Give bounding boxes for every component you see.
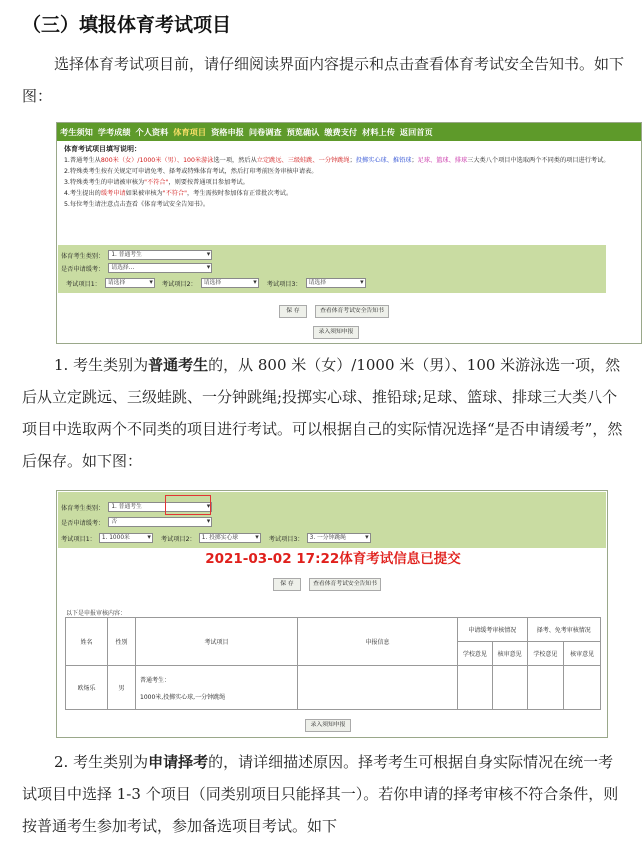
nav-item[interactable]: 返回首页	[399, 126, 433, 137]
header-school-opinion: 学校意见	[458, 642, 493, 666]
exam-form	[58, 245, 606, 293]
review-label: 以下是申报审核内容：	[66, 610, 127, 617]
header-declaration: 申报信息	[298, 618, 458, 666]
exam-form-filled	[58, 492, 606, 548]
view-safety-notice-button[interactable]: 查看体育考试安全告知书	[315, 305, 389, 318]
notice-line: 2.特殊类考生按有关规定可申请免考、择考或特殊体育考试，然后打印考前医务审核申请表。	[64, 168, 318, 175]
cell-declaration	[298, 666, 458, 710]
header-board-opinion: 核审意见	[564, 642, 601, 666]
header-items: 考试项目	[136, 618, 298, 666]
view-safety-notice-button[interactable]: 查看体育考试安全告知书	[309, 578, 381, 591]
screenshot-submitted-page	[56, 490, 608, 738]
cell-defer-school	[458, 666, 493, 710]
nav-item[interactable]: 学考成绩	[97, 126, 131, 137]
header-defer-review: 申请缓考审核情况	[458, 618, 528, 642]
cell-name: 欧炀乐	[66, 666, 108, 710]
item3-select[interactable]: 请选择 ▾	[306, 278, 366, 288]
top-nav-bar	[57, 123, 641, 141]
nav-item[interactable]: 体育项目	[173, 126, 207, 137]
header-exempt-review: 择考、免考审核情况	[527, 618, 600, 642]
medical-form-button[interactable]: 录入须知申报	[305, 719, 351, 732]
cell-exempt-school	[527, 666, 564, 710]
type-select[interactable]: 1. 普通考生 ▾	[108, 250, 212, 260]
intro-paragraph: 选择体育考试项目前，请仔细阅读界面内容提示和点击查看体育考试安全告知书。如下图：	[22, 55, 625, 105]
header-gender: 性别	[108, 618, 136, 666]
review-table	[65, 617, 601, 710]
paragraph-1: 1. 考生类别为普通考生的，从 800 米（女）/1000 米（男）、100 米游泳选一项，然后从立定跳远、三级蛙跳、一分钟跳绳;投掷实心球、推铅球;足球、篮球、排球三大类八个项目中选取两个不同类的项目进行考试。可以根据自己的实际情况选择“是否申请缓考”，然后保存。如下图：	[22, 356, 623, 470]
item3-label: 考试项目3：	[266, 280, 302, 288]
cell-items	[136, 666, 298, 710]
cell-gender: 男	[108, 666, 136, 710]
header-school-opinion: 学校意见	[527, 642, 564, 666]
nav-item[interactable]: 缴费支付	[324, 126, 358, 137]
cell-items-line2: 1000米,投掷实心球,一分钟跳绳	[140, 693, 226, 701]
item2-label: 考试项目2：	[160, 535, 196, 543]
type-select[interactable]: 1. 普通考生 ▾	[108, 502, 212, 512]
header-board-opinion: 核审意见	[492, 642, 527, 666]
form-row-type	[61, 248, 212, 262]
notice-box	[64, 144, 628, 210]
item1-label: 考试项目1：	[61, 535, 96, 543]
form-row-items	[61, 531, 371, 545]
type-label: 体育考生类别：	[61, 252, 105, 260]
item3-select[interactable]: 3. 一分钟跳绳 ▾	[307, 533, 371, 543]
defer-select[interactable]: 请选择... ▾	[108, 263, 212, 273]
nav-item[interactable]: 资格申报	[211, 126, 244, 137]
defer-label: 是否申请缓考：	[61, 519, 105, 527]
defer-label: 是否申请缓考：	[61, 265, 105, 273]
cell-defer-board	[492, 666, 527, 710]
bold-term: 申请择考	[148, 753, 209, 771]
type-highlight-box	[165, 495, 211, 515]
form-row-defer	[61, 261, 212, 275]
item3-label: 考试项目3：	[268, 535, 304, 543]
section-heading: （三）填报体育考试项目	[22, 14, 232, 36]
submitted-message: 2021-03-02 17:22体育考试信息已提交	[205, 551, 461, 567]
item2-select[interactable]: 1. 投掷实心球 ▾	[199, 533, 261, 543]
notice-title: 体育考试项目填写说明：	[64, 145, 141, 153]
item1-select[interactable]: 请选择 ▾	[105, 278, 155, 288]
screenshot-exam-item-page	[56, 122, 642, 344]
header-name: 姓名	[66, 618, 108, 666]
cell-items-line1: 普通考生：	[140, 676, 171, 684]
form-row-items	[66, 276, 366, 290]
item2-select[interactable]: 请选择 ▾	[201, 278, 259, 288]
defer-select[interactable]: 否 ▾	[108, 517, 212, 527]
nav-item[interactable]: 材料上传	[362, 126, 395, 137]
notice-line: 1.普通考生从800米（女）/1000米（男）、100米游泳选一项，然后从立定跳远、三级蛙跳、一分钟跳绳；投掷实心球、推铅球；足球、篮球、排球三大类八个项目中选取两个不同类的项目进行考试。	[64, 157, 610, 164]
medical-form-button[interactable]: 录入须知申报	[313, 326, 359, 339]
notice-line: 4.考生提出的缓考申请如果被审核为"不符合"，考生需按时参加体育正常批次考试。	[64, 190, 293, 197]
nav-item[interactable]: 问卷调查	[248, 126, 282, 137]
item1-label: 考试项目1：	[66, 280, 101, 288]
save-button[interactable]: 保 存	[279, 305, 307, 318]
item1-select[interactable]: 1. 1000米 ▾	[99, 533, 153, 543]
notice-line: 5.每位考生请注意点击查看《体育考试安全告知书》。	[64, 201, 210, 208]
item2-label: 考试项目2：	[161, 280, 197, 288]
form-row-defer	[61, 515, 212, 529]
save-button[interactable]: 保 存	[273, 578, 301, 591]
nav-item[interactable]: 预览确认	[286, 126, 320, 137]
type-label: 体育考生类别：	[61, 504, 105, 512]
table-row	[66, 666, 601, 710]
notice-line: 3.特殊类考生的申请被审核为"不符合"，则要按普通项目参加考试。	[64, 179, 249, 186]
nav-item[interactable]: 个人资料	[135, 126, 169, 137]
bold-term: 普通考生	[148, 356, 209, 374]
paragraph-2: 2. 考生类别为申请择考的，请详细描述原因。择考考生可根据自身实际情况在统一考试项目中选择 1-3 个项目（同类别项目只能择其一）。若你申请的择考审核不符合条件，则按普通考生参加考试，参加备选项目考试。如下	[22, 753, 619, 835]
nav-item[interactable]: 考生须知	[60, 126, 93, 137]
cell-exempt-board	[564, 666, 601, 710]
